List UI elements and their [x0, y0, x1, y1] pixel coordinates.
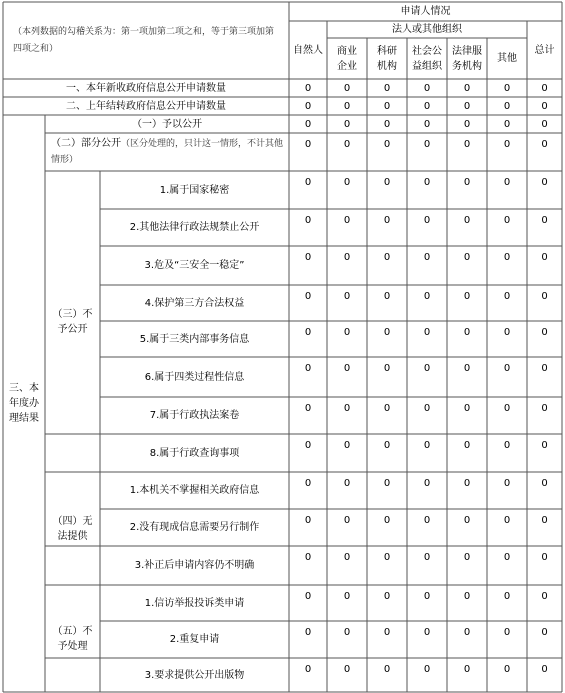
- value-cell: 0: [503, 327, 511, 338]
- value-cell: 0: [541, 591, 548, 602]
- value-cell: 0: [503, 118, 511, 130]
- value-cell: 0: [343, 327, 351, 338]
- value-cell: 0: [541, 664, 548, 675]
- partial-wrap: [51, 136, 283, 168]
- section-not-disclosed: （三）不 予公开: [52, 308, 93, 335]
- value-cell: 0: [503, 177, 511, 188]
- row-label: 3.危及“三安全一稳定”: [144, 260, 245, 271]
- value-cell: 0: [503, 291, 511, 302]
- value-cell: 0: [541, 478, 548, 489]
- value-cell: 0: [541, 627, 548, 638]
- value-cell: 0: [423, 478, 431, 489]
- header-total: 总计: [534, 44, 555, 56]
- value-cell: 0: [503, 139, 511, 150]
- value-cell: 0: [343, 403, 351, 414]
- header-research: 科研 机构: [377, 45, 397, 72]
- header-applicant-group: 申请人情况: [400, 6, 451, 17]
- value-cell: 0: [383, 591, 391, 602]
- value-cell: 0: [304, 403, 312, 414]
- value-cell: 0: [423, 100, 431, 112]
- row-label: 1.属于国家秘密: [159, 184, 230, 196]
- value-cell: 0: [304, 291, 312, 302]
- row-label: 二、上年结转政府信息公开申请数量: [66, 100, 226, 112]
- value-cell: 0: [304, 100, 312, 112]
- value-cell: 0: [343, 664, 351, 675]
- value-cell: 0: [423, 215, 431, 226]
- value-cell: 0: [383, 177, 391, 188]
- value-cell: 0: [423, 515, 431, 526]
- value-cell: 0: [343, 363, 351, 374]
- value-cell: 0: [463, 118, 471, 130]
- value-cell: 0: [383, 100, 391, 112]
- value-cell: 0: [383, 82, 391, 94]
- value-cell: 0: [343, 515, 351, 526]
- value-cell: 0: [343, 252, 351, 263]
- value-cell: 0: [541, 552, 548, 563]
- value-cell: 0: [463, 82, 471, 94]
- value-cell: 0: [343, 440, 351, 451]
- value-cell: 0: [383, 139, 391, 150]
- value-cell: 0: [304, 177, 312, 188]
- value-cell: 0: [541, 252, 548, 263]
- value-cell: 0: [463, 478, 471, 489]
- value-cell: 0: [463, 403, 471, 414]
- row-label: 1.信访举报投诉类申请: [144, 597, 245, 609]
- value-cell: 0: [503, 591, 511, 602]
- value-cell: 0: [343, 552, 351, 563]
- value-cell: 0: [383, 552, 391, 563]
- value-cell: 0: [503, 627, 511, 638]
- value-cell: 0: [423, 591, 431, 602]
- value-cell: 0: [304, 252, 312, 263]
- value-cell: 0: [383, 327, 391, 338]
- value-cell: 0: [463, 139, 471, 150]
- value-cell: 0: [463, 515, 471, 526]
- value-cell: 0: [541, 177, 548, 188]
- value-cell: 0: [383, 252, 391, 263]
- value-cell: 0: [343, 118, 351, 130]
- section-unable: （四）无 法提供: [52, 515, 93, 542]
- value-cell: 0: [503, 82, 511, 94]
- value-cell: 0: [383, 440, 391, 451]
- value-cell: 0: [541, 327, 548, 338]
- value-cell: 0: [304, 478, 312, 489]
- row-label-grant: （一）予以公开: [132, 118, 202, 130]
- value-cell: 0: [304, 363, 312, 374]
- value-cell: 0: [383, 118, 391, 130]
- value-cell: 0: [423, 291, 431, 302]
- value-cell: 0: [304, 664, 312, 675]
- value-cell: 0: [343, 139, 351, 150]
- value-cell: 0: [304, 440, 312, 451]
- value-cell: 0: [423, 552, 431, 563]
- value-cell: 0: [503, 552, 511, 563]
- value-cell: 0: [503, 403, 511, 414]
- value-cell: 0: [304, 82, 312, 94]
- value-cell: 0: [423, 363, 431, 374]
- value-cell: 0: [423, 82, 431, 94]
- row-label: 6.属于四类过程性信息: [144, 371, 245, 383]
- value-cell: 0: [503, 252, 511, 263]
- row-label: 3.补正后申请内容仍不明确: [134, 560, 255, 571]
- value-cell: 0: [343, 591, 351, 602]
- partial-label: （二）部分公开: [51, 138, 121, 149]
- value-cell: 0: [463, 363, 471, 374]
- value-cell: 0: [304, 552, 312, 563]
- value-cell: 0: [541, 100, 548, 112]
- value-cell: 0: [503, 363, 511, 374]
- value-cell: 0: [383, 664, 391, 675]
- value-cell: 0: [541, 403, 548, 414]
- value-cell: 0: [304, 627, 312, 638]
- value-cell: 0: [343, 215, 351, 226]
- value-cell: 0: [503, 215, 511, 226]
- value-cell: 0: [463, 177, 471, 188]
- value-cell: 0: [503, 478, 511, 489]
- value-cell: 0: [304, 139, 312, 150]
- value-cell: 0: [304, 118, 312, 130]
- header-commercial: 商业 企业: [337, 45, 357, 72]
- value-cell: 0: [541, 118, 548, 130]
- value-cell: 0: [463, 327, 471, 338]
- header-note: （本列数据的勾稽关系为：第一项加第二项之和，等于第三项加第四项之和）: [13, 26, 275, 54]
- value-cell: 0: [423, 139, 431, 150]
- value-cell: 0: [304, 327, 312, 338]
- value-cell: 0: [503, 515, 511, 526]
- value-cell: 0: [541, 139, 548, 150]
- value-cell: 0: [423, 440, 431, 451]
- value-cell: 0: [463, 664, 471, 675]
- value-cell: 0: [463, 627, 471, 638]
- value-cell: 0: [304, 215, 312, 226]
- value-cell: 0: [423, 327, 431, 338]
- row-label: 4.保护第三方合法权益: [144, 297, 245, 309]
- value-cell: 0: [463, 291, 471, 302]
- value-cell: 0: [541, 215, 548, 226]
- value-cell: 0: [343, 100, 351, 112]
- value-cell: 0: [541, 363, 548, 374]
- value-cell: 0: [463, 552, 471, 563]
- section-result: 三、本 年度办 理结果: [9, 383, 39, 424]
- value-cell: 0: [463, 100, 471, 112]
- value-cell: 0: [463, 215, 471, 226]
- row-label: 2.没有现成信息需要另行制作: [129, 522, 260, 533]
- value-cell: 0: [503, 100, 511, 112]
- value-cell: 0: [503, 664, 511, 675]
- value-cell: 0: [423, 252, 431, 263]
- value-cell: 0: [541, 82, 548, 94]
- row-label: 3.要求提供公开出版物: [144, 669, 245, 681]
- header-natural-person: 自然人: [293, 44, 323, 56]
- row-label-partial: [45, 133, 289, 171]
- value-cell: 0: [383, 403, 391, 414]
- value-cell: 0: [343, 291, 351, 302]
- value-cell: 0: [383, 363, 391, 374]
- row-label: 5.属于三类内部事务信息: [139, 333, 250, 345]
- value-cell: 0: [383, 215, 391, 226]
- value-cell: 0: [304, 515, 312, 526]
- header-social: 社会公 益组织: [412, 45, 442, 72]
- value-cell: 0: [463, 440, 471, 451]
- value-cell: 0: [423, 118, 431, 130]
- row-label: 8.属于行政查询事项: [149, 447, 240, 459]
- header-other: 其他: [497, 53, 517, 64]
- value-cell: 0: [304, 591, 312, 602]
- partial-note: （区分处理的，只计这一情形，不计其他情形）: [51, 139, 284, 165]
- row-label: 2.重复申请: [169, 634, 220, 645]
- value-cell: 0: [383, 627, 391, 638]
- value-cell: 0: [463, 252, 471, 263]
- value-cell: 0: [423, 627, 431, 638]
- value-cell: 0: [541, 291, 548, 302]
- value-cell: 0: [541, 515, 548, 526]
- row-label: 7.属于行政执法案卷: [149, 410, 240, 421]
- value-cell: 0: [343, 177, 351, 188]
- row-label: 1.本机关不掌握相关政府信息: [129, 485, 260, 496]
- row-label: 一、本年新收政府信息公开申请数量: [66, 82, 226, 94]
- value-cell: 0: [383, 478, 391, 489]
- value-cell: 0: [503, 440, 511, 451]
- value-cell: 0: [383, 291, 391, 302]
- value-cell: 0: [423, 177, 431, 188]
- value-cell: 0: [343, 627, 351, 638]
- value-cell: 0: [463, 591, 471, 602]
- value-cell: 0: [343, 478, 351, 489]
- value-cell: 0: [383, 515, 391, 526]
- value-cell: 0: [423, 403, 431, 414]
- section-not-processed: （五）不 予处理: [52, 625, 93, 652]
- header-legal-service: 法律服 务机构: [452, 45, 482, 72]
- value-cell: 0: [541, 440, 548, 451]
- value-cell: 0: [343, 82, 351, 94]
- header-legal-group: 法人或其他组织: [392, 24, 462, 35]
- row-label: 2.其他法律行政法规禁止公开: [129, 222, 260, 233]
- value-cell: 0: [423, 664, 431, 675]
